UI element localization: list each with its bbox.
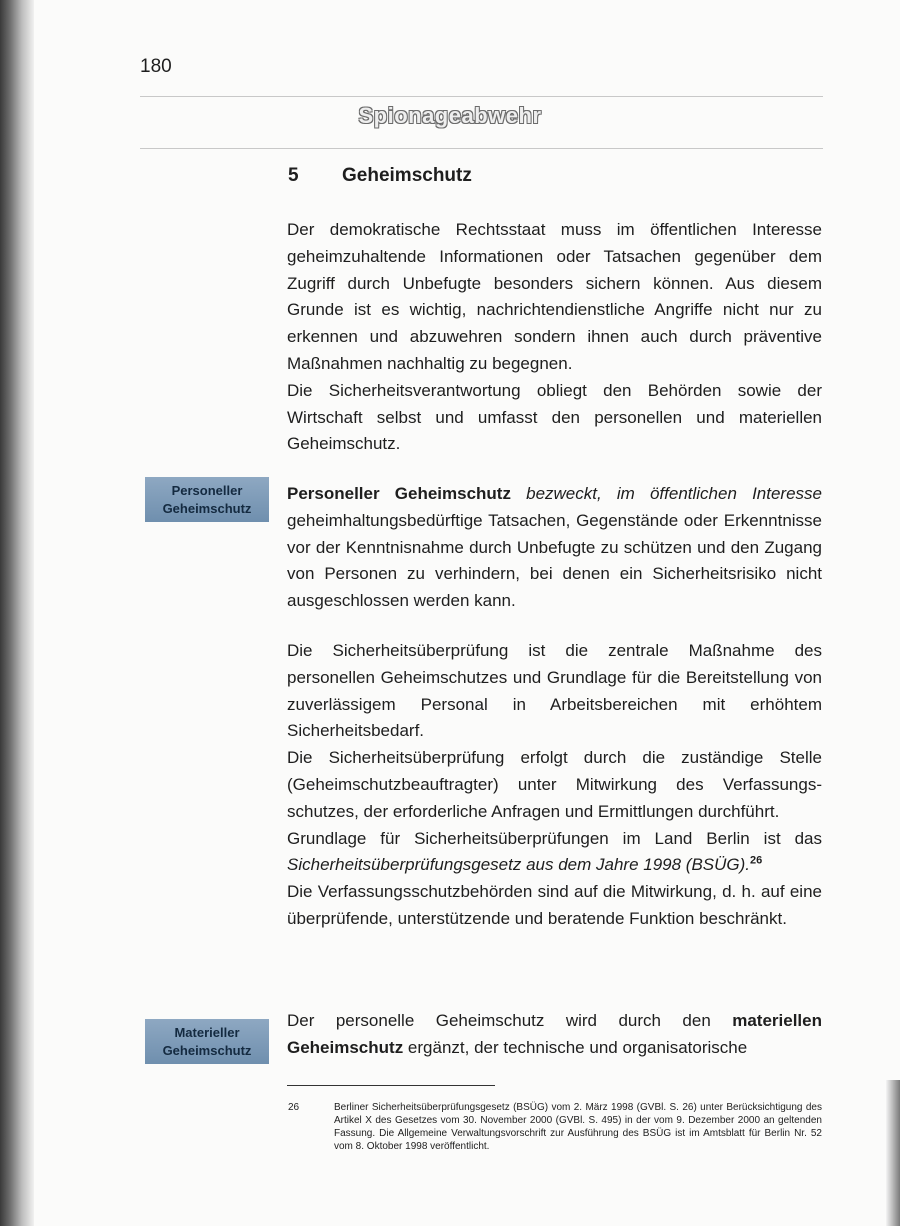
security-check-paragraph-1: Die Sicherheitsüberprüfung ist die zentrale Maßnahme des personellen Geheimschutzes und Grundlage für die Bereitstellung von zuverlässigem Personal in Arbeitsbereichen mit erhöhtem Sicherheitsbedarf. [287, 641, 822, 741]
footnote-reference: 26 [750, 854, 763, 867]
material-block [287, 1008, 822, 1062]
margin-label-personnel [145, 477, 269, 522]
intro-paragraph-2: Die Sicherheitsverantwortung obliegt den Behörden sowie der Wirtschaft selbst und umfasst den personellen und materiellen Geheimschutz. [287, 380, 822, 454]
intro-block [287, 217, 822, 458]
margin-label-material [145, 1019, 269, 1064]
margin-label-material-line2: Geheimschutz [162, 1042, 252, 1058]
security-check-paragraph-3 [287, 826, 822, 880]
margin-label-material-line1: Materieller [174, 1024, 240, 1040]
security-check-law-intro: Grundlage für Sicherheitsüberprüfungen im Land Berlin ist das [287, 828, 822, 848]
header-rule-bottom [140, 148, 823, 149]
margin-label-personnel-line1: Personeller [171, 482, 243, 498]
security-check-law-name: Sicherheitsüberprüfungsgesetz aus dem Jahre 1998 (BSÜG). [287, 855, 751, 875]
running-head: Spionageabwehr [358, 103, 542, 128]
personnel-lead-term: Personeller Geheimschutz [287, 484, 511, 503]
page-number: 180 [140, 56, 172, 77]
security-check-paragraph-2: Die Sicherheitsüberprüfung erfolgt durch die zuständige Stelle (Geheimschutzbeauftragter) unter Mitwirkung des Verfassungsschutzes, der erforderliche Anfragen und Ermittlungen durchführt. [287, 748, 822, 821]
personnel-lead-rest: geheimhaltungsbedürftige Tatsachen, Gegenstände oder Erkenntnisse vor der Kenntnisnahme durch Unbefugte zu schützen und den Zugang von Personen zu verhindern, bei denen ein Sicherheitsrisiko nicht ausgeschlossen werden kann. [287, 510, 822, 611]
security-check-block [287, 638, 822, 933]
intro-paragraph-1: Der demokratische Rechtsstaat muss im öffentlichen Interesse geheimzuhaltende Informationen oder Tatsachen gegenüber dem Zugriff durch Unbefugte besonders sichern können. Aus diesem Grunde ist es wichtig, nachrichtendienstliche Angriffe nicht nur zu erkennen und abzuwehren sondern ihnen auch durch präventive Maßnahmen nachhaltig zu begegnen. [287, 220, 822, 373]
material-paragraph [287, 1008, 822, 1062]
personnel-lead-italic: bezweckt, im öffentlichen Interesse [510, 484, 823, 503]
security-check-paragraph-4: Die Verfassungsschutzbehörden sind auf die Mitwirkung, d. h. auf eine überprüfende, unterstützende und beratende Funktion beschränkt. [287, 882, 822, 928]
footnote-number: 26 [288, 1102, 300, 1113]
footnote-rule [287, 1085, 495, 1086]
margin-label-personnel-line2: Geheimschutz [162, 500, 252, 516]
header-rule-top [140, 96, 823, 97]
section-number: 5 [288, 165, 299, 186]
material-text-end: ergänzt, der technische und organisatorische [403, 1037, 748, 1057]
section-title: Geheimschutz [342, 165, 472, 186]
personnel-paragraph [287, 481, 822, 615]
material-lead-term: materiellen Geheimschutz [287, 1011, 822, 1057]
page-edge-shadow [886, 1080, 900, 1226]
personnel-block [287, 481, 822, 615]
page-binding-shadow [0, 0, 34, 1226]
footnote-text: Berliner Sicherheitsüberprüfungsgesetz (BSÜG) vom 2. März 1998 (GVBl. S. 26) unter Berücksichtigung des Artikel X des Gesetzes vom 30. November 2000 (GVBl. S. 495) in der vom 9. Dezember 2000 an geltenden Fassung. Die Allgemeine Verwaltungsvorschrift zur Ausführung des BSÜG ist im Amtsblatt für Berlin Nr. 52 vom 8. Oktober 1998 veröffentlicht. [334, 1102, 822, 1152]
material-text-start: Der personelle Geheimschutz wird durch den [287, 1011, 733, 1030]
